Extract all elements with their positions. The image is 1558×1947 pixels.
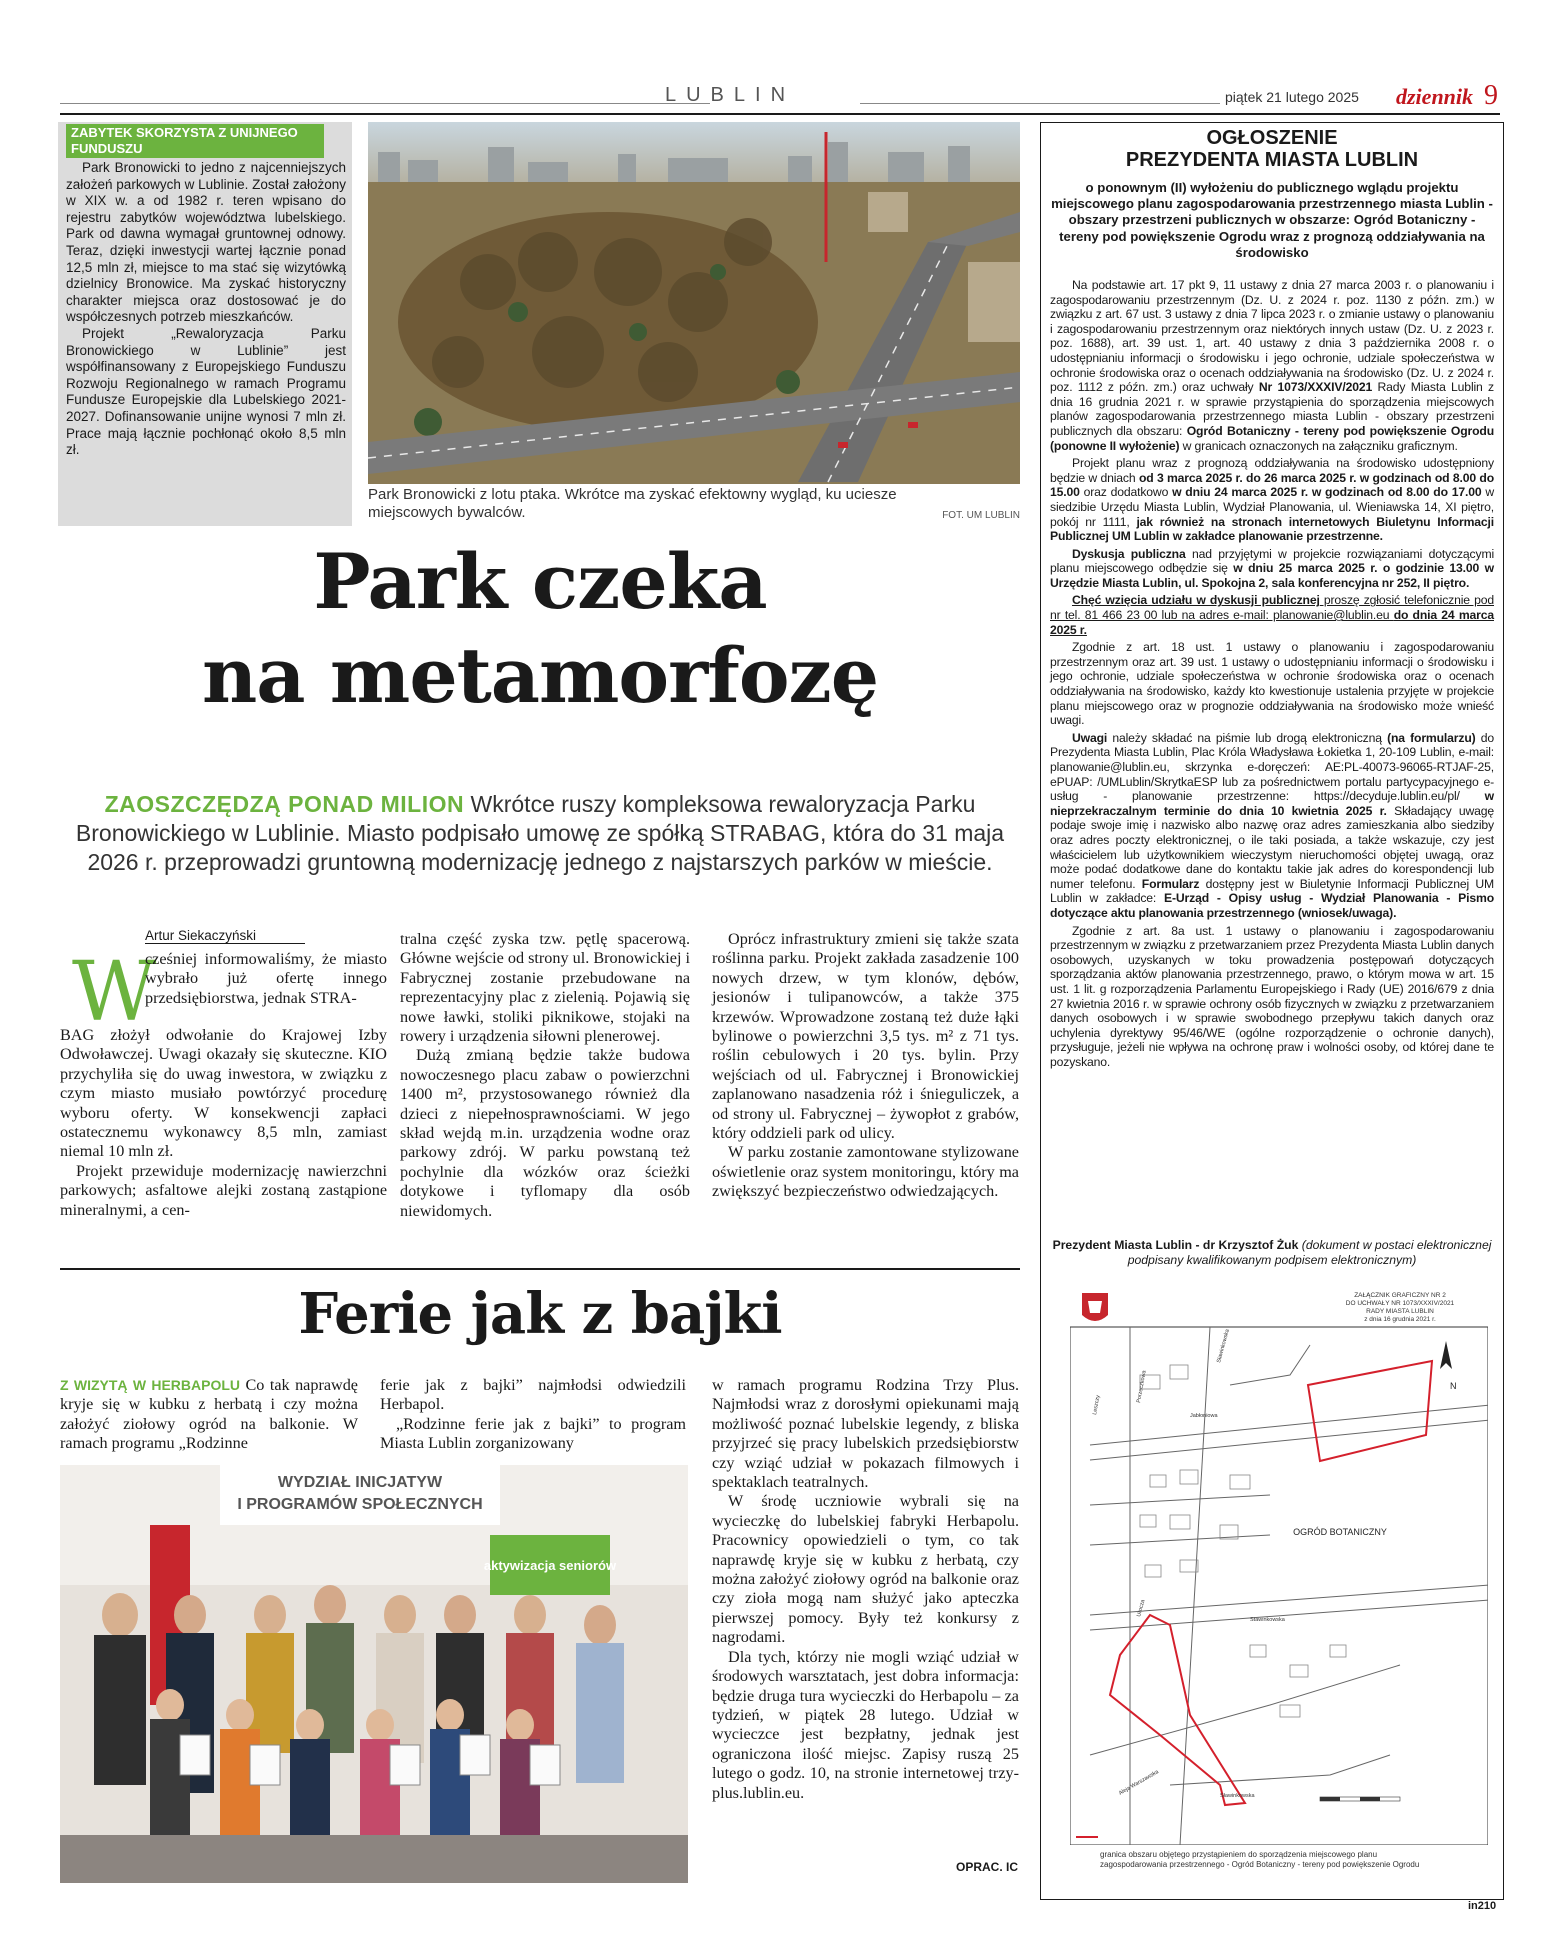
lead-text: Wkrótce ruszy kompleksowa rewaloryzacja Parku Bronowickiego w Lublinie. Miasto podpisało umowę ze spółką STRABAG, która do 31 maja 2026 r. przeprowadzi gruntowną modernizację jednego z najstarszych parków w mieście. (75, 791, 1005, 875)
map-label-garden: OGRÓD BOTANICZNY (1293, 1527, 1387, 1537)
section-name: LUBLIN (664, 84, 796, 106)
photo-credit: FOT. UM LUBLIN (942, 510, 1020, 521)
map-street-label: Stawinkowska (1250, 1617, 1285, 1623)
sidebar-body (66, 160, 346, 459)
article-column-3 (712, 930, 1019, 1202)
ferie-paragraph: ferie jak z bajki” najmłodsi odwiedzili Herbapol. (380, 1376, 686, 1414)
kids-group-photo (60, 1465, 688, 1883)
article-column-1 (60, 1026, 387, 1220)
announcement-signature: Prezydent Miasta Lublin - dr Krzysztof Żuk (dokument w postaci elektronicznej podpisany kwalifikowanym podpisem elektronicznym) (1052, 1238, 1492, 1267)
kids-group-illustration (60, 1465, 688, 1883)
announcement-body (1050, 278, 1494, 1072)
announcement-title-line: OGŁOSZENIE (1206, 127, 1338, 149)
ferie-text: Co tak naprawdę kryje się w kubku z herbatą i czy można założyć ziołowy ogród na balkonie. W ramach programu „Rodzinne (60, 1376, 358, 1453)
header-rule (60, 113, 1500, 115)
article-paragraph: BAG złożył odwołanie do Krajowej Izby Odwoławczej. Uwagi okazały się skuteczne. KIO przychyliła się do uwag inwestora, w związku z czym miasto musiało powtórzyć procedurę wyboru oferty. W konsekwencji zapłaci ostatecznemu wykonawcy 8,5 mln, zamiast niemal 10 mln zł. (60, 1026, 387, 1161)
announcement-subtitle: o ponownym (II) wyłożeniu do publicznego wglądu projektu miejscowego planu zagospodarowania przestrzennego miasta Lublin - obszary przestrzeni publicznych w obszarze: Ogród Botaniczny - tereny pod powiększenie Ogrodu wraz z prognozą oddziaływania na środowisko (1051, 180, 1493, 260)
headline-line: na metamorfozę (201, 631, 879, 720)
map-header-line: RADY MIASTA LUBLIN (1366, 1308, 1434, 1315)
article-paragraph: tralna część zyska tzw. pętlę spacerową. Główne wejście od strony ul. Bronowickiej i Fabrycznej zostanie przebudowane na reprezentacyjny plac z zielenią. Pojawią się nowe ławki, stoliki piknikowe, stojaki na rowery i urządzenia siłowni plenerowej. (400, 930, 690, 1046)
section-divider (60, 1268, 1020, 1270)
zoning-map (1070, 1285, 1488, 1845)
announcement-paragraph: Zgodnie z art. 8a ust. 1 ustawy o planowaniu i zagospodarowaniu przestrzennym w związku z przetwarzaniem przez Prezydenta Miasta Lublin danych osobowych, uzyskanych w toku prowadzenia postępowań dotyczących sporządzania aktów planowania przestrzennego, prawo, o którym mowa w art. 15 ust. 1 lit. g rozporządzenia Parlamentu Europejskiego i Rady (UE) 2016/679 z dnia 27 kwietnia 2016 r. w sprawie ochrony osób fizycznych w związku z przetwarzaniem danych osobowych i w sprawie swobodnego przepływu takich danych oraz uchylenia dyrektywy 95/46/WE (ogólne rozporządzenie o ochronie danych), przysługuje, jeżeli nie wpływa na ochronę praw i wolności osoby, od której dane te pozyskano. (1050, 923, 1494, 1069)
map-legend: granica obszaru objętego przystąpieniem do sporządzenia miejscowego planu zagospodarowania przestrzennego - Ogród Botaniczny - tereny pod powiększenie Ogrodu (1100, 1850, 1420, 1869)
sidebar-paragraph: Projekt „Rewaloryzacja Parku Bronowickiego w Lublinie” jest współfinansowany z Europejskiego Funduszu Rozwoju Regionalnego w ramach Programu Fundusze Europejskie dla Lubelskiego 2021-2027. Dofinansowanie unijne wynosi 7 mln zł. Prace mają łącznie pochłonąć około 8,5 mln zł. (66, 325, 346, 458)
sidebar-paragraph: Park Bronowicki to jedno z najcenniejszych założeń parkowych w Lublinie. Został założony w XIX w. a od 1982 r. teren wpisano do rejestru zabytków województwa lubelskiego. Park od dawna wymagał gruntownej odnowy. Teraz, dzięki inwestycji wartej łącznie ponad 12,5 mln zł, miejsce to ma stać się wizytówką dzielnicy Bronowice. Ma zyskać historyczny charakter miejsca oraz dostosować je do współczesnych potrzeb mieszkańców. (66, 160, 346, 325)
svg-text:N: N (1450, 1381, 1457, 1391)
article-lead (60, 790, 1020, 877)
sign-text: aktywizacja seniorów (483, 1558, 617, 1573)
article-paragraph: W parku zostanie zamontowane stylizowane oświetlenie oraz system monitoringu, który ma zwiększyć bezpieczeństwo odwiedzających. (712, 1143, 1019, 1201)
article-paragraph: Dużą zmianą będzie także budowa nowoczesnego placu zabaw o powierzchni 1400 m², przystosowanego również dla dzieci z niepełnosprawnościami. W jego skład wejdą m.in. urządzenia wodne oraz parkowy zdrój. W parku powstaną też pochylnie dla wózków oraz ścieżki dotykowe i tyflomapy dla osób niewidomych. (400, 1046, 690, 1220)
announcement-title-line: PREZYDENTA MIASTA LUBLIN (1125, 149, 1419, 171)
map-street-label: Urocza (1136, 1599, 1147, 1618)
ferie-kicker: Z WIZYTĄ W HERBAPOLU (60, 1377, 241, 1393)
announcement-paragraph: Na podstawie art. 17 pkt 9, 11 ustawy z dnia 27 marca 2003 r. o planowaniu i zagospodarowaniu przestrzennym (Dz. U. z 2024 r. poz. 1130 z późn. zm.) w związku z art. 67 ust. 3 ustawy z dnia 7 lipca 2023 r. o zmianie ustawy o planowaniu i zagospodarowaniu przestrzennym oraz niektórych innych ustaw (Dz. U. z 2023 r. poz. 1688), art. 39 ust. 1, art. 40 ustawy z dnia 3 października 2008 r. o udostępnianiu informacji o środowisku i jego ochronie, udziale społeczeństwa w ochronie środowiska oraz o ocenach oddziaływania na środowisko (Dz. U. z 2024 r. poz. 1112 z późn. zm.) oraz uchwały Nr 1073/XXXIV/2021 Rady Miasta Lublin z dnia 16 grudnia 2021 r. w sprawie przystąpienia do sporządzenia miejscowych planów zagospodarowania przestrzennego miasta Lublin - obszary przestrzeni publicznych dla obszaru: Ogród Botaniczny - tereny pod powiększenie Ogrodu (ponowne II wyłożenie) w granicach oznaczonych na załączniku graficznym. (1050, 278, 1494, 453)
ferie-paragraph: W środę uczniowie wybrali się na wycieczkę do lubelskiej fabryki Herbapolu. Pracownicy opowiedzieli o tym, co tak naprawdę kryje się w kubku z herbatą, czy można założyć ziołowy ogród na balkonie oraz czy zioła mogą nam służyć jako apteczka pierwszej pomocy. Były też konkursy z nagrodami. (712, 1492, 1019, 1647)
park-aerial-illustration (368, 122, 1020, 484)
ferie-headline: Ferie jak z bajki (298, 1281, 782, 1347)
page-number: 9 (1484, 80, 1498, 111)
ferie-paragraph: w ramach programu Rodzina Trzy Plus. Najmłodsi wraz z dorosłymi opiekunami mają możliwość poznać lubelskie legendy, z bliska przyjrzeć się pracy lubelskich przedsiębiorstw czy wziąć udział w pokazach filmowych i spektaklach teatralnych. (712, 1376, 1019, 1492)
ferie-column-1 (60, 1376, 358, 1454)
map-header-line: DO UCHWAŁY NR 1073/XXXIV/2021 (1345, 1300, 1455, 1307)
map-street-label: Sławinkowska (1216, 1328, 1231, 1364)
scale-bar (1320, 1797, 1400, 1801)
banner-text-line: I PROGRAMÓW SPOŁECZNYCH (237, 1496, 483, 1513)
map-street-label: Sławinkowska (1220, 1793, 1255, 1799)
header-rule-right (860, 103, 1220, 104)
issue-date: piątek 21 lutego 2025 (1225, 89, 1359, 105)
announcement-paragraph: Projekt planu wraz z prognozą oddziaływania na środowisko udostępniony będzie w dniach od 3 marca 2025 r. do 26 marca 2025 r. w godzinach od 8.00 do 15.00 oraz dodatkowo w dniu 24 marca 2025 r. w godzinach od 8.00 do 17.00 w siedzibie Urzędu Miasta Lublin, Wydział Planowania, ul. Wieniawska 14, XI piętro, pokój nr 1111, jak również na stronach internetowych Biuletynu Informacji Publicznej UM Lublin w zakładce planowanie przestrzenne. (1050, 456, 1495, 544)
announcement-paragraph: Zgodnie z art. 18 ust. 1 ustawy o planowaniu i zagospodarowaniu przestrzennym oraz art. 39 ust. 1 ustawy o udostępnianiu informacji o środowisku i jego ochronie, udziale społeczeństwa w ochronie środowiska oraz o ocenach oddziaływania na środowisko, każdy kto kwestionuje ustalenia przyjęte w projekcie planu miejscowego oraz w prognozie oddziaływania na środowisko może wnieść uwagi. (1050, 640, 1494, 728)
ferie-paragraph: Dla tych, którzy nie mogli wziąć udział w środowych warsztatach, jest dobra informacja: będzie druga tura wycieczki do Herbapolu – za tydzień, w piątek 28 lutego. Udział w wycieczce jest bezpłatny, jednak jest ograniczona ilość miejsc. Zapisy ruszą 25 lutego o godz. 10, na stronie internetowej trzy-plus.lublin.eu. (712, 1647, 1019, 1802)
announcement-paragraph: Chęć wzięcia udziału w dyskusji publicznej proszę zgłosić telefonicznie pod nr tel. 81 466 23 00 lub na adres e-mail: planowanie@lublin.eu do dnia 24 marca 2025 r. (1050, 593, 1494, 637)
article-column-1-top: cześniej informowaliśmy, że miasto wybrało już ofertę innego przedsiębiorstwa, jednak STRA- (145, 950, 387, 1007)
drop-cap: W (72, 945, 157, 1040)
main-headline (60, 535, 1020, 723)
map-street-label: Leszczy (1092, 1394, 1102, 1416)
sidebar-heading: ZABYTEK SKORZYSTA Z UNIJNEGO FUNDUSZU (66, 124, 324, 158)
ferie-paragraph: „Rodzinne ferie jak z bajki” to program Miasta Lublin zorganizowany (380, 1414, 686, 1453)
photo-caption: Park Bronowicki z lotu ptaka. Wkrótce ma zyskać efektowny wygląd, ku uciesze miejscowych bywalców. (368, 486, 897, 521)
article-column-2 (400, 930, 690, 1221)
byline: Artur Siekaczyński (145, 928, 305, 944)
headline-line: Park czeka (313, 537, 767, 626)
map-street-label: Aleja Warszawska (1118, 1769, 1160, 1797)
lublin-coat-of-arms-icon (1082, 1293, 1108, 1321)
brand-logo: dziennik (1396, 84, 1474, 109)
announcement-paragraph: Uwagi należy składać na piśmie lub drogą elektroniczną (na formularzu) do Prezydenta Miasta Lublin, Plac Króla Władysława Łokietka 1, 20-109 Lublin, e-mail: planowanie@lublin.eu, skrzynka e-doręczeń: AE:PL-40073-96065-RTJAF-25, ePUAP: /UMLublin/SkrytkaESP lub za pośrednictwem portalu partycypacyjnego e-usług - planowanie przestrzenne: https://decyduje.lublin.eu/pl/ w nieprzekraczalnym terminie do dnia 10 kwietnia 2025 r. Składający uwagę podaje swoje imię i nazwisko albo nazwę oraz adres zamieszkania albo siedziby oraz adres poczty elektronicznej, o ile taki posiada, a także wskazuje, czy jest właścicielem lub użytkownikiem wieczystym nieruchomości objętej uwagą, oraz może podać dodatkowe dane do kontaktu takie jak adres do korespondencji lub numer telefonu. Formularz dostępny jest w Biuletynie Informacji Publicznej UM Lublin w zakładce: E-Urząd - Opisy usług - Wydział Planowania - Pismo dotyczące aktu planowania przestrzennego (wniosek/uwaga). (1050, 730, 1495, 920)
announcement-title (1048, 127, 1496, 171)
map-header-line: ZAŁĄCZNIK GRAFICZNY NR 2 (1354, 1292, 1446, 1299)
map-street-label: Jabłoniowa (1190, 1413, 1218, 1419)
article-paragraph: Projekt przewiduje modernizację nawierzchni parkowych; asfaltowe alejki zostaną zastąpione mineralnymi, a cen- (60, 1161, 387, 1219)
announcement-paragraph: Dyskusja publiczna nad przyjętymi w projekcie rozwiązaniami dotyczącymi planu miejscowego odbędzie się w dniu 25 marca 2025 r. o godzinie 13.00 w Urzędzie Miasta Lublin, ul. Spokojna 2, sala konferencyjna nr 252, II piętro. (1050, 546, 1495, 590)
zoning-map-drawing (1070, 1285, 1488, 1845)
map-street-label: Porzeczkowa (1136, 1370, 1148, 1404)
ferie-column-2 (380, 1376, 686, 1454)
ferie-column-3 (712, 1376, 1019, 1803)
map-header-line: z dnia 16 grudnia 2021 r. (1364, 1316, 1436, 1323)
article-paragraph: Oprócz infrastruktury zmieni się także szata roślinna parku. Projekt zakłada zasadzenie 100 nowych drzew, w tym klonów, dębów, jesionów i tulipanowców, a także 375 krzewów. Wprowadzone zostaną też duże łąki bylinowe o powierzchni 3,5 tys. m² z 71 tys. roślin cebulowych i 20 tys. bylin. Przy wejściach od ul. Fabrycznej i Bronowickiej zaplanowano nasadzenia róż i śnieguliczek, a od strony ul. Fabrycznej – żywopłot z grabów, który oddzieli park od ulicy. (712, 930, 1019, 1143)
ferie-credit: OPRAC. IC (955, 1860, 1018, 1874)
lead-kicker: ZAOSZCZĘDZĄ PONAD MILION (104, 791, 465, 817)
park-aerial-photo (368, 122, 1020, 484)
banner-text-line: WYDZIAŁ INICJATYW (277, 1474, 443, 1491)
ad-code: in210 (1468, 1900, 1497, 1912)
